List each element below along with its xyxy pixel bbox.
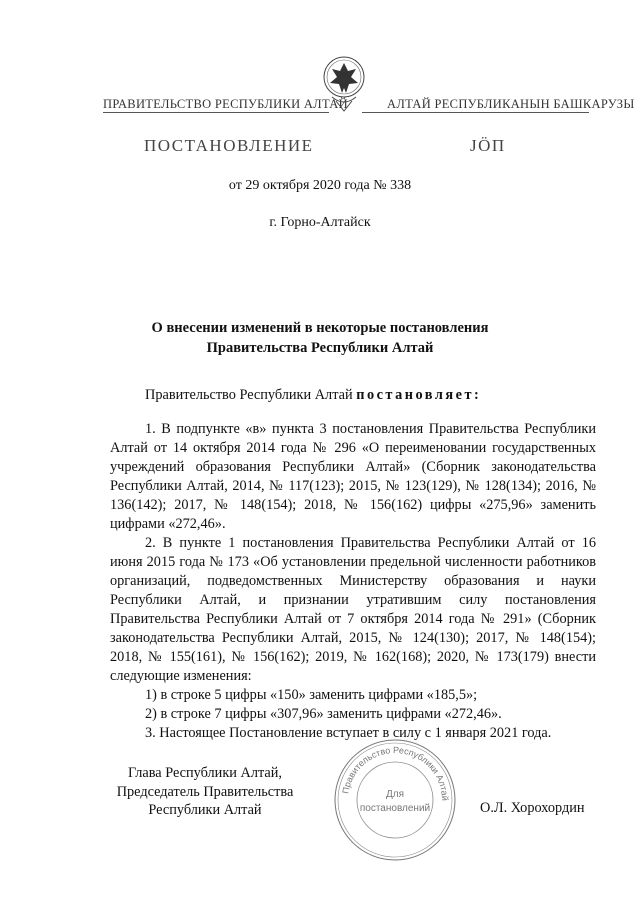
city: г. Горно-Алтайск (269, 215, 371, 230)
header-rule-left (103, 112, 329, 113)
official-stamp (330, 735, 460, 865)
header-org-left: ПРАВИТЕЛЬСТВО РЕСПУБЛИКИ АЛТАЙ (103, 97, 348, 111)
preamble-text: Правительство Республики Алтай (145, 387, 353, 403)
signatory-name: О.Л. Хорохордин (480, 800, 585, 816)
title-line-1: О внесении изменений в некоторые постановления (151, 320, 489, 336)
paragraph-3: 3. Настоящее Постановление вступает в силу с 1 января 2021 года. (145, 725, 552, 741)
signatory-title (100, 764, 310, 820)
preamble (110, 386, 596, 405)
doc-type-ru: ПОСТАНОВЛЕНИЕ (144, 136, 314, 155)
date-number: от 29 октября 2020 года № 338 (228, 178, 412, 193)
document-title (0, 318, 640, 358)
document-body (110, 420, 596, 743)
paragraph-2-item-2: 2) в строке 7 цифры «307,96» заменить цифрами «272,46». (145, 706, 502, 722)
header-rule-right (362, 112, 589, 113)
title-line-2: Правительства Республики Алтай (206, 340, 434, 356)
coat-of-arms-emblem (318, 55, 370, 113)
stamp-center-line-1: Для (385, 789, 405, 800)
signatory-line-2: Председатель Правительства (116, 783, 294, 800)
paragraph-2-item-1: 1) в строке 5 цифры «150» заменить цифрами «185,5»; (145, 687, 478, 703)
doc-type-alt: ЈÖП (470, 136, 506, 155)
signatory-line-3: Республики Алтай (148, 802, 262, 818)
preamble-verb: постановляет: (356, 387, 482, 403)
stamp-ring-text: Правительство Республики Алтай (340, 744, 451, 801)
paragraph-1: 1. В подпункте «в» пункта 3 постановления Правительства Республики Алтай от 14 октября 2014 года № 296 «О переименовании государственных учреждений образования Республики Алтай» (Сборник законодательства Республики Алтай, 2014, № 117(123); 2015, № 123(129), № 128(134); 2016, № 136(142); 2017, № 148(154); 2018, № 156(162) цифры «275,96» заменить цифрами «272,46». (110, 421, 596, 532)
header-org-right: АЛТАЙ РЕСПУБЛИКАНЫН БАШКАРУЗЫ (387, 97, 635, 111)
signatory-line-1: Глава Республики Алтай, (128, 765, 282, 781)
stamp-center-line-2: постановлений (359, 803, 431, 814)
paragraph-2: 2. В пункте 1 постановления Правительства Республики Алтай от 16 июня 2015 года № 173 «Об установлении предельной численности работников организаций, подведомственных Министерству образования и науки Республики Алтай, и признании утратившим силу постановления Правительства Республики Алтай от 7 октября 2014 года № 291» (Сборник законодательства Республики Алтай, 2015, № 124(130); 2017, № 148(154); 2018, № 155(161), № 156(162); 2019, № 162(168); 2020, № 173(179) внести следующие изменения: (110, 535, 596, 684)
